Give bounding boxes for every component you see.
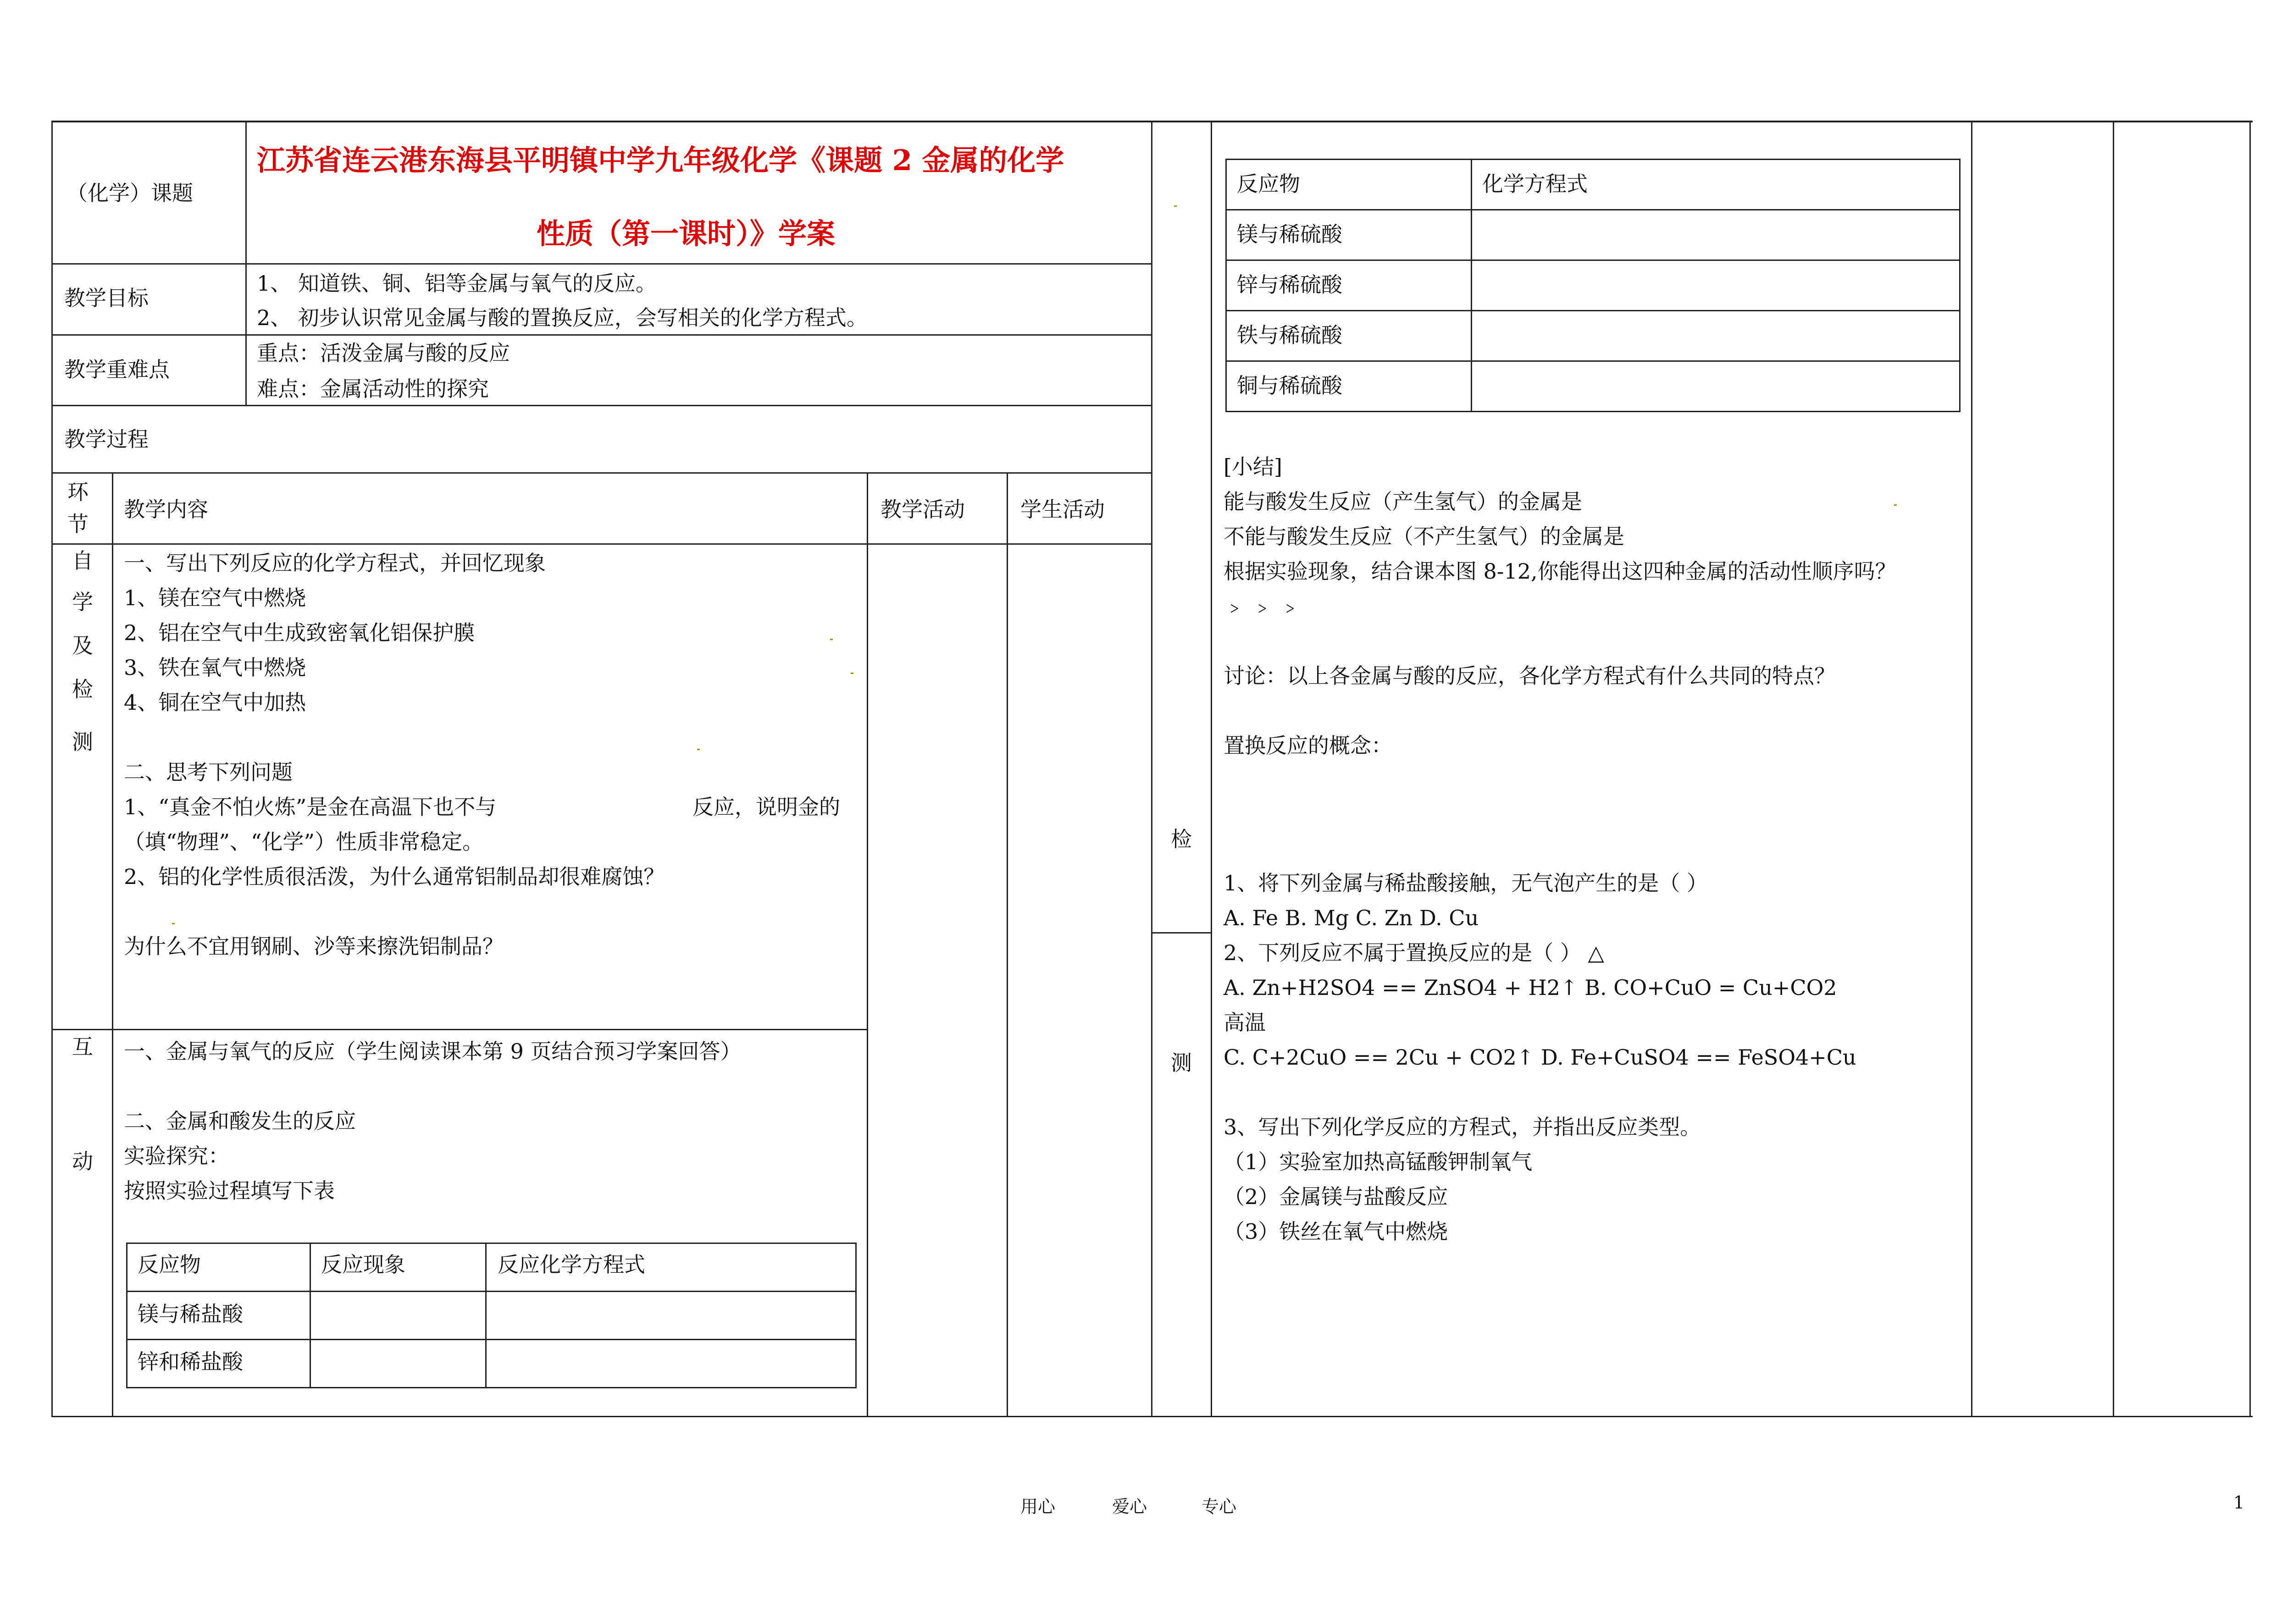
text-line: 反应，说明金的 (692, 795, 840, 819)
text-line: （1）实验室加热高锰酸钾制氧气 (1224, 1149, 1533, 1174)
row-rule-goals (51, 263, 1152, 265)
goals-line1: 1、 知道铁、铜、铝等金属与氧气的反应。 (257, 271, 657, 296)
table-cell: 镁与稀硫酸 (1237, 222, 1342, 247)
table-cell: 锌与稀硫酸 (1237, 272, 1342, 297)
text-line: 根据实验现象，结合课本图 8-12,你能得出这四种金属的活动性顺序吗？ (1224, 559, 1896, 584)
text-line: 3、铁在氧气中燃烧 (124, 655, 306, 680)
text-line: （2）金属镁与盐酸反应 (1224, 1184, 1448, 1209)
page-number: 1 (2233, 1492, 2245, 1513)
text-line: 3、写出下列化学反应的方程式，并指出反应类型。 (1224, 1115, 1701, 1139)
stage-char-self: 测 (72, 729, 93, 754)
stage-char-test: 检 (1171, 827, 1192, 851)
text-line: 为什么不宜用钢刷、沙等来擦洗铝制品？ (124, 934, 504, 959)
table-header: 化学方程式 (1482, 171, 1588, 196)
mid-border (1151, 121, 1152, 1417)
text-line: 2、铝在空气中生成致密氧化铝保护膜 (124, 620, 475, 645)
sulfuric-acid-table (1225, 159, 1961, 412)
text-line: 讨论：以上各金属与酸的反应，各化学方程式有什么共同的特点？ (1224, 663, 1835, 688)
text-line: （填“物理”、“化学”）性质非常稳定。 (124, 829, 484, 854)
goals-label: 教学目标 (64, 286, 149, 310)
stage-header-char: 环 (67, 480, 89, 504)
goals-line2: 2、 初步认识常见金属与酸的置换反应，会写相关的化学方程式。 (257, 305, 868, 330)
text-line: 一、金属与氧气的反应（学生阅读课本第 9 页结合预习学案回答） (124, 1039, 742, 1064)
text-line: 不能与酸发生反应（不产生氢气）的金属是 (1224, 524, 1624, 549)
row-rule-process (51, 405, 1152, 406)
table-cell: 锌和稀盐酸 (138, 1349, 243, 1374)
stage-char-self: 自 (72, 548, 93, 573)
stage-char-interact: 互 (72, 1034, 93, 1059)
row-rule-columns-bottom (51, 543, 1152, 545)
text-line: 一、写出下列反应的化学方程式，并回忆现象 (124, 551, 546, 575)
text-line: [小结] (1224, 454, 1282, 479)
text-line: ﹥ ﹥ ﹥ (1224, 594, 1301, 619)
text-line: 实验探究： (124, 1143, 229, 1168)
content-column-header: 教学内容 (124, 497, 208, 522)
text-line: A. Zn+H2SO4 == ZnSO4 + H2↑ B. CO+CuO = Cu+CO2 (1224, 975, 1837, 1000)
right-col2-border (2113, 121, 2114, 1417)
text-line: 高温 (1224, 1010, 1266, 1035)
scan-speck (172, 923, 175, 924)
scan-speck (851, 673, 853, 674)
text-line: 1、镁在空气中燃烧 (124, 586, 306, 610)
scan-speck (1174, 205, 1177, 207)
header-col-border (245, 121, 247, 405)
table-header: 反应物 (1237, 171, 1300, 196)
table-cell: 铁与稀硫酸 (1237, 323, 1342, 348)
text-line: 按照实验过程填写下表 (124, 1178, 335, 1203)
footer-motto: 专心 (1202, 1497, 1237, 1517)
stage-char-self: 及 (72, 633, 93, 658)
text-line: 1、“真金不怕火炼”是金在高温下也不与 (124, 795, 497, 819)
text-line: 二、思考下列问题 (124, 760, 293, 784)
scan-speck (697, 749, 700, 750)
table-cell: 铜与稀硫酸 (1237, 373, 1342, 398)
text-line: 4、铜在空气中加热 (124, 690, 306, 715)
text-line: 1、将下列金属与稀盐酸接触，无气泡产生的是（ ） (1224, 871, 1708, 895)
stage-char-interact: 动 (72, 1149, 93, 1174)
process-label: 教学过程 (64, 427, 149, 452)
student-column-header: 学生活动 (1020, 497, 1105, 522)
course-label: （化学）课题 (66, 181, 193, 205)
document-title-line2: 性质（第一课时）》学案 (537, 217, 836, 250)
keypoints-line1: 重点：活泼金属与酸的反应 (257, 341, 510, 365)
document-title-line1: 江苏省连云港东海县平明镇中学九年级化学《课题 2 金属的化学 (257, 144, 1064, 177)
table-cell: 镁与稀盐酸 (138, 1302, 243, 1326)
teacher-col-border (867, 472, 868, 1417)
text-line: （3）铁丝在氧气中燃烧 (1224, 1219, 1448, 1244)
right-content-border (1971, 121, 1972, 1417)
keypoints-label: 教学重难点 (64, 357, 170, 382)
hydrochloric-acid-table (126, 1243, 855, 1388)
scan-speck (830, 639, 833, 640)
row-rule-test-split (1151, 932, 1212, 934)
teacher-column-header: 教学活动 (881, 497, 965, 522)
right-border (2249, 121, 2251, 1417)
stage-header-char: 节 (67, 512, 89, 536)
footer-motto: 爱心 (1112, 1497, 1147, 1517)
text-line: 2、铝的化学性质很活泼，为什么通常铝制品却很难腐蚀？ (124, 864, 665, 889)
table-header: 反应现象 (321, 1252, 405, 1277)
text-line: C. C+2CuO == 2Cu + CO2↑ D. Fe+CuSO4 == FeSO4+Cu (1224, 1045, 1856, 1070)
text-line: 二、金属和酸发生的反应 (124, 1109, 356, 1133)
text-line: 能与酸发生反应（产生氢气）的金属是 (1224, 489, 1582, 514)
student-col-border (1007, 472, 1008, 1417)
scan-speck (1894, 504, 1897, 506)
table-header: 反应物 (138, 1252, 201, 1277)
right-stage-border (1211, 121, 1212, 1417)
left-border (51, 121, 53, 1417)
row-rule-interact (51, 1029, 868, 1030)
table-header: 反应化学方程式 (498, 1252, 645, 1277)
text-line: 2、下列反应不属于置换反应的是（ ） △ (1224, 940, 1604, 965)
row-rule-columns (51, 472, 1152, 474)
text-line: A. Fe B. Mg C. Zn D. Cu (1224, 906, 1479, 930)
stage-char-self: 检 (72, 677, 93, 702)
stage-char-test: 测 (1171, 1050, 1192, 1075)
footer-motto: 用心 (1020, 1497, 1056, 1517)
text-line: 置换反应的概念： (1224, 733, 1392, 758)
stage-col-border (112, 472, 113, 1417)
stage-char-self: 学 (72, 590, 93, 614)
keypoints-line2: 难点：金属活动性的探究 (257, 376, 489, 401)
